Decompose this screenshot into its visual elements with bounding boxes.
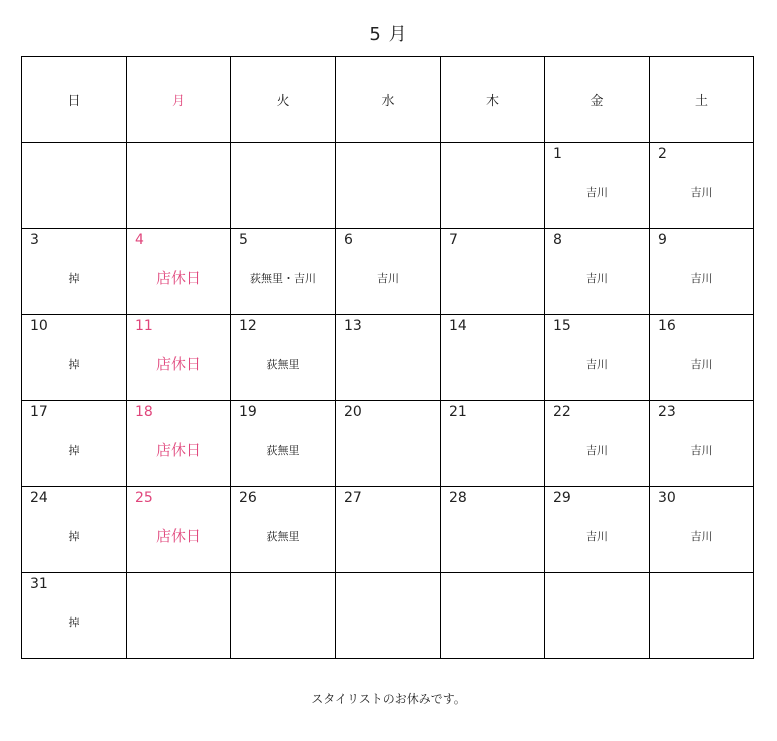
stylist-off-note: 掉 [68, 444, 80, 457]
calendar-day-cell [22, 401, 127, 487]
stylist-off-note: 掉 [68, 530, 80, 543]
calendar-day-cell [336, 229, 441, 315]
calendar-day-cell [441, 229, 545, 315]
day-number: 11 [135, 318, 153, 334]
day-number: 27 [344, 490, 362, 506]
calendar-day-cell [545, 401, 650, 487]
calendar-day-cell [545, 573, 650, 659]
day-number: 30 [658, 490, 676, 506]
calendar-day-cell [650, 315, 754, 401]
calendar-day-cell [22, 573, 127, 659]
day-number: 15 [553, 318, 571, 334]
calendar-day-cell [127, 229, 231, 315]
day-number: 7 [449, 232, 458, 248]
calendar-day-cell [231, 143, 336, 229]
weekday-saturday: 土 [650, 57, 754, 143]
stylist-off-note: 荻無里 [266, 530, 300, 543]
calendar-day-cell [441, 573, 545, 659]
calendar-week-row [22, 573, 754, 659]
day-number: 23 [658, 404, 676, 420]
calendar-day-cell [22, 315, 127, 401]
stylist-off-note: 吉川 [690, 530, 713, 543]
calendar-day-cell [650, 229, 754, 315]
calendar-day-cell [127, 143, 231, 229]
calendar-day-cell [127, 401, 231, 487]
day-number: 17 [30, 404, 48, 420]
calendar-day-cell [336, 487, 441, 573]
day-number: 5 [239, 232, 248, 248]
footer-note: スタイリストのお休みです。 [311, 692, 466, 706]
weekday-thursday: 木 [441, 57, 545, 143]
calendar-day-cell [650, 573, 754, 659]
stylist-off-note: 吉川 [586, 530, 608, 543]
day-number: 4 [135, 232, 144, 248]
calendar-day-cell [127, 573, 231, 659]
calendar-week-row [22, 229, 754, 315]
calendar-day-cell [231, 573, 336, 659]
day-number: 31 [30, 576, 48, 592]
calendar-title: 5 月 [369, 24, 408, 45]
day-number: 28 [449, 490, 467, 506]
weekday-friday: 金 [545, 57, 650, 143]
day-number: 18 [135, 404, 153, 420]
day-number: 9 [658, 232, 667, 248]
weekday-monday: 月 [127, 57, 231, 143]
stylist-off-note: 掉 [68, 358, 80, 371]
calendar-day-cell [22, 143, 127, 229]
day-number: 16 [658, 318, 676, 334]
calendar-day-cell [336, 573, 441, 659]
day-number: 2 [658, 146, 667, 162]
stylist-off-note: 吉川 [586, 186, 608, 199]
weekday-tuesday: 火 [231, 57, 336, 143]
store-closed-label: 店休日 [155, 355, 201, 373]
calendar-day-cell [336, 315, 441, 401]
stylist-off-note: 荻無里 [266, 444, 300, 457]
weekday-header-row [22, 57, 754, 143]
calendar-day-cell [22, 229, 127, 315]
stylist-off-note: 掉 [68, 272, 80, 285]
calendar-day-cell [545, 315, 650, 401]
calendar-grid [21, 56, 754, 659]
day-number: 25 [135, 490, 153, 506]
calendar-day-cell [650, 487, 754, 573]
calendar-day-cell [441, 315, 545, 401]
calendar-day-cell [441, 487, 545, 573]
stylist-off-note: 荻無里・吉川 [250, 272, 316, 285]
store-closed-label: 店休日 [155, 441, 201, 459]
calendar-day-cell [441, 143, 545, 229]
store-closed-label: 店休日 [155, 269, 201, 287]
calendar-day-cell [336, 143, 441, 229]
calendar-day-cell [231, 487, 336, 573]
calendar-week-row [22, 401, 754, 487]
stylist-off-note: 吉川 [690, 272, 713, 285]
store-closed-label: 店休日 [155, 527, 201, 545]
stylist-off-note: 吉川 [586, 444, 608, 457]
stylist-off-note: 吉川 [690, 186, 713, 199]
calendar-day-cell [231, 315, 336, 401]
stylist-off-note: 荻無里 [266, 358, 300, 371]
day-number: 19 [239, 404, 257, 420]
calendar-day-cell [22, 487, 127, 573]
calendar-week-row [22, 315, 754, 401]
stylist-off-note: 掉 [68, 616, 80, 629]
day-number: 22 [553, 404, 571, 420]
calendar-day-cell [545, 487, 650, 573]
calendar-day-cell [231, 229, 336, 315]
stylist-off-note: 吉川 [690, 444, 713, 457]
day-number: 10 [30, 318, 48, 334]
day-number: 14 [449, 318, 467, 334]
day-number: 6 [344, 232, 353, 248]
day-number: 3 [30, 232, 39, 248]
day-number: 24 [30, 490, 48, 506]
calendar-week-row [22, 143, 754, 229]
calendar-day-cell [127, 487, 231, 573]
stylist-off-note: 吉川 [586, 272, 608, 285]
day-number: 8 [553, 232, 562, 248]
calendar-week-row [22, 487, 754, 573]
weekday-sunday: 日 [22, 57, 127, 143]
calendar-day-cell [127, 315, 231, 401]
day-number: 20 [344, 404, 362, 420]
day-number: 1 [553, 146, 562, 162]
calendar-day-cell [231, 401, 336, 487]
calendar-day-cell [650, 143, 754, 229]
weekday-wednesday: 水 [336, 57, 441, 143]
calendar-day-cell [545, 229, 650, 315]
calendar-day-cell [650, 401, 754, 487]
calendar-day-cell [336, 401, 441, 487]
stylist-off-note: 吉川 [586, 358, 608, 371]
stylist-off-note: 吉川 [690, 358, 713, 371]
day-number: 21 [449, 404, 467, 420]
day-number: 13 [344, 318, 362, 334]
calendar-day-cell [545, 143, 650, 229]
day-number: 26 [239, 490, 257, 506]
calendar-day-cell [441, 401, 545, 487]
stylist-off-note: 吉川 [377, 272, 399, 285]
day-number: 12 [239, 318, 257, 334]
day-number: 29 [553, 490, 571, 506]
